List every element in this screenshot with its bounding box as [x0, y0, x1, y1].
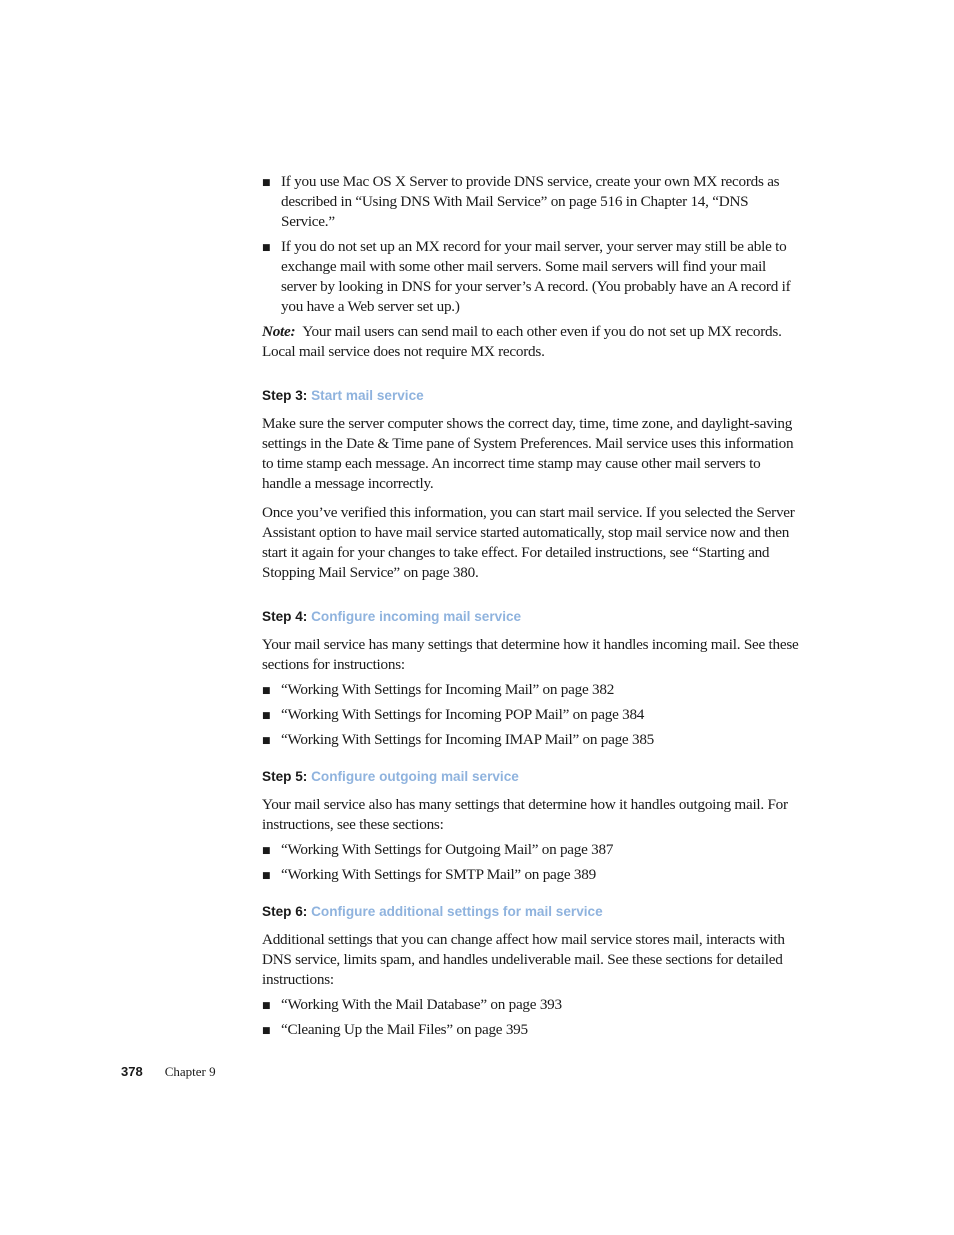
list-item: [262, 237, 802, 317]
step-6-heading: [262, 902, 802, 922]
step-6-bullet-list: [262, 995, 802, 1040]
step-4-bullet-list: [262, 680, 802, 750]
step-6-title-link[interactable]: Configure additional settings for mail service: [311, 904, 603, 919]
step-4-title-link[interactable]: Configure incoming mail service: [311, 609, 522, 624]
list-item: [262, 865, 802, 885]
square-bullet-icon: ■: [262, 846, 271, 856]
step-6-intro: Additional settings that you can change affect how mail service stores mail, interacts with DNS service, limits spam, and handles undeliverable mail. See these sections for detailed instructions:: [262, 931, 785, 988]
square-bullet-icon: ■: [262, 243, 271, 253]
square-bullet-icon: ■: [262, 1001, 271, 1011]
square-bullet-icon: ■: [262, 178, 271, 188]
chapter-label: Chapter 9: [164, 1064, 216, 1079]
page-footer: [121, 1062, 216, 1082]
square-bullet-icon: ■: [262, 736, 271, 746]
list-item-text: “Cleaning Up the Mail Files” on page 395: [281, 1021, 528, 1038]
page-number: 378: [121, 1064, 143, 1079]
list-item-text: “Working With Settings for Incoming POP Mail” on page 384: [281, 706, 645, 723]
square-bullet-icon: ■: [262, 1026, 271, 1036]
step-3-paragraph: Once you’ve verified this information, you can start mail service. If you selected the Server Assistant option to have mail service started automatically, stop mail service now and then start it again for your changes to take effect. For detailed instructions, see “Starting and Stopping Mail Service” on page 380.: [262, 504, 795, 581]
list-item: [262, 730, 802, 750]
step-6-prefix: Step 6:: [262, 904, 308, 919]
list-item-text: “Working With Settings for Outgoing Mail” on page 387: [281, 841, 614, 858]
list-item-text: “Working With the Mail Database” on page 393: [281, 996, 562, 1013]
page-body: [262, 172, 802, 1045]
step-4-intro: Your mail service has many settings that determine how it handles incoming mail. See these sections for instructions:: [262, 636, 799, 673]
note-label: Note:: [262, 323, 296, 340]
note-text: Your mail users can send mail to each other even if you do not set up MX records. Local mail service does not require MX records.: [262, 323, 782, 360]
step-5-bullet-list: [262, 840, 802, 885]
step-3-prefix: Step 3:: [262, 388, 308, 403]
list-item-text: “Working With Settings for Incoming IMAP Mail” on page 385: [281, 731, 655, 748]
square-bullet-icon: ■: [262, 686, 271, 696]
step-5-intro: Your mail service also has many settings that determine how it handles outgoing mail. For instructions, see these sections:: [262, 796, 788, 833]
step-5-prefix: Step 5:: [262, 769, 308, 784]
list-item: [262, 705, 802, 725]
intro-bullet-list: [262, 172, 802, 317]
list-item-text: “Working With Settings for SMTP Mail” on page 389: [281, 866, 596, 883]
square-bullet-icon: ■: [262, 711, 271, 721]
step-3-paragraph: Make sure the server computer shows the correct day, time, time zone, and daylight-saving settings in the Date & Time pane of System Preferences. Mail service uses this information to time stamp each message. An incorrect time stamp may cause other mail servers to handle a message incorrectly.: [262, 415, 794, 492]
list-item: [262, 172, 802, 232]
step-5-heading: [262, 767, 802, 787]
list-item: [262, 1020, 802, 1040]
step-3-heading: [262, 386, 802, 406]
step-5-title-link[interactable]: Configure outgoing mail service: [311, 769, 519, 784]
list-item: [262, 840, 802, 860]
list-item-text: If you do not set up an MX record for your mail server, your server may still be able to exchange mail with some other mail servers. Some mail servers will find your mail server by looking in DNS for your server’s A record. (You probably have an A record if you have a Web server set up.): [281, 238, 791, 315]
step-3-title-link[interactable]: Start mail service: [311, 388, 424, 403]
list-item-text: “Working With Settings for Incoming Mail” on page 382: [281, 681, 615, 698]
list-item: [262, 680, 802, 700]
list-item-text: If you use Mac OS X Server to provide DNS service, create your own MX records as described in “Using DNS With Mail Service” on page 516 in Chapter 14, “DNS Service.”: [281, 173, 780, 230]
step-4-prefix: Step 4:: [262, 609, 308, 624]
step-4-heading: [262, 607, 802, 627]
list-item: [262, 995, 802, 1015]
note-paragraph: [262, 322, 802, 362]
square-bullet-icon: ■: [262, 871, 271, 881]
